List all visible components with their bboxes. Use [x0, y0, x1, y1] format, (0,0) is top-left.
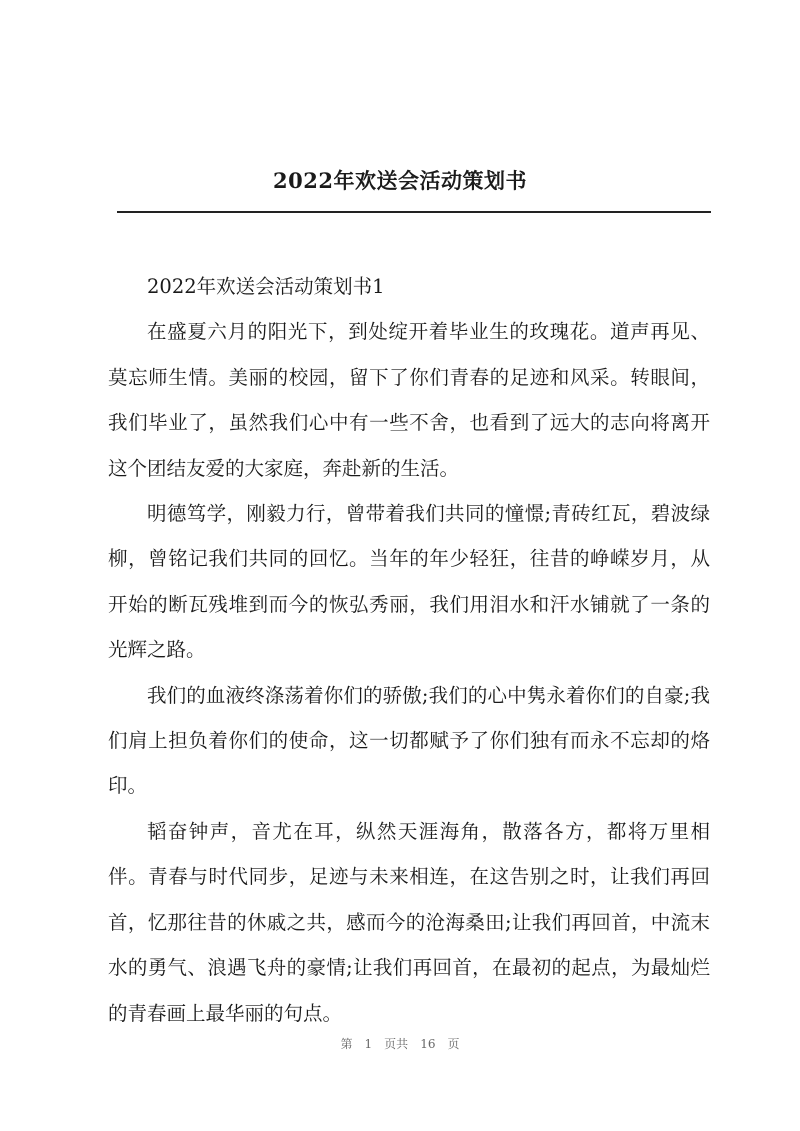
paragraph-2: 明德笃学，刚毅力行，曾带着我们共同的憧憬;青砖红瓦，碧波绿柳，曾铭记我们共同的回忆。当年的年少轻狂，往昔的峥嵘岁月，从开始的断瓦残堆到而今的恢弘秀丽，我们用泪水和汗水铺就了一条的光辉之路。 — [108, 502, 710, 662]
section-heading: 2022年欢送会活动策划书1 — [147, 275, 385, 298]
document-body — [108, 264, 710, 1036]
paragraph-3: 我们的血液终涤荡着你们的骄傲;我们的心中隽永着你们的自豪;我们肩上担负着你们的使命，这一切都赋予了你们独有而永不忘却的烙印。 — [108, 683, 710, 798]
footer-current-page: 1 — [364, 1037, 373, 1051]
paragraph-1: 在盛夏六月的阳光下，到处绽开着毕业生的玫瑰花。道声再见、莫忘师生情。美丽的校园，留下了你们青春的足迹和风采。转眼间，我们毕业了，虽然我们心中有一些不舍，也看到了远大的志向将离开这个团结友爱的大家庭，奔赴新的生活。 — [108, 320, 710, 480]
footer-suffix: 页 — [447, 1037, 460, 1051]
paragraph-4: 韬奋钟声，音尤在耳，纵然天涯海角，散落各方，都将万里相伴。青春与时代同步，足迹与未来相连，在这告别之时，让我们再回首，忆那往昔的休戚之共，感而今的沧海桑田;让我们再回首，中流末水的勇气、浪遇飞舟的豪情;让我们再回首，在最初的起点，为最灿烂的青春画上最华丽的句点。 — [108, 819, 710, 1025]
page-footer — [0, 1035, 800, 1052]
page-title: 2022年欢送会活动策划书 — [273, 168, 527, 193]
footer-prefix: 第 — [340, 1037, 353, 1051]
footer-total-pages: 16 — [420, 1037, 436, 1051]
title-divider — [117, 211, 711, 213]
footer-middle: 页共 — [384, 1037, 409, 1051]
